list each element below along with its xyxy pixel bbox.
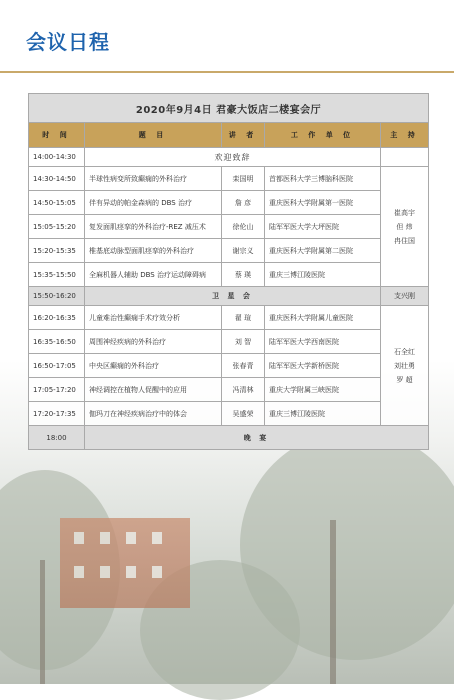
table-row [29,148,429,167]
table-row [29,167,429,191]
schedule-banner-row [29,94,429,123]
row-time: 15:35-15:50 [29,263,85,287]
host-name: 崔高宇 [394,208,415,217]
row-time: 17:05-17:20 [29,378,85,402]
row-unit: 陆军军医大学西南医院 [265,330,381,354]
row-speaker: 刘 智 [222,330,265,354]
row-time: 16:35-16:50 [29,330,85,354]
row-time: 16:20-16:35 [29,306,85,330]
row-topic: 儿童难治性癫痫手术疗效分析 [85,306,222,330]
host-group-1 [381,167,429,287]
row-time: 14:50-15:05 [29,191,85,215]
row-host: 支兴刚 [381,287,429,306]
row-topic: 晚 宴 [85,426,429,450]
row-unit: 重庆医科大学附属第一医院 [265,191,381,215]
background-tree-trunk [330,520,336,684]
row-topic: 半球性病变所致癫痫的外科治疗 [85,167,222,191]
row-time: 15:05-15:20 [29,215,85,239]
row-time: 16:50-17:05 [29,354,85,378]
row-speaker: 吴盛荣 [222,402,265,426]
row-time: 14:00-14:30 [29,148,85,167]
header-topic: 题 目 [85,123,222,148]
header-unit: 工 作 单 位 [265,123,381,148]
row-topic: 神经调控在植物人促醒中的应用 [85,378,222,402]
header-time: 时 间 [29,123,85,148]
row-time: 14:30-14:50 [29,167,85,191]
title-divider [0,71,454,73]
row-topic: 椎基底动脉型面肌痉挛的外科治疗 [85,239,222,263]
row-topic: 欢迎致辞 [85,148,381,167]
schedule-header-row [29,123,429,148]
row-time: 18:00 [29,426,85,450]
row-topic: 卫 星 会 [85,287,381,306]
row-topic: 周围神经疾病的外科治疗 [85,330,222,354]
header-speaker: 讲 者 [222,123,265,148]
row-topic: 伽玛刀在神经疾病治疗中的体会 [85,402,222,426]
row-speaker: 蔡 瑛 [222,263,265,287]
table-row-dinner [29,426,429,450]
row-time: 17:20-17:35 [29,402,85,426]
table-row [29,378,429,402]
table-row [29,215,429,239]
table-row [29,354,429,378]
row-unit: 首都医科大学三博脑科医院 [265,167,381,191]
table-row [29,330,429,354]
host-name: 刘壮勇 [394,361,415,370]
row-unit: 重庆大学附属三峡医院 [265,378,381,402]
row-time: 15:50-16:20 [29,287,85,306]
row-unit: 陆军军医大学新桥医院 [265,354,381,378]
table-row [29,306,429,330]
row-speaker: 冯清林 [222,378,265,402]
table-row [29,402,429,426]
host-name: 石全红 [394,347,415,356]
host-name: 罗 超 [396,375,413,384]
row-unit: 重庆医科大学附属第二医院 [265,239,381,263]
row-topic: 复发面肌痉挛的外科治疗-REZ 减压术 [85,215,222,239]
row-time: 15:20-15:35 [29,239,85,263]
schedule-banner: 2020年9月4日 君豪大饭店二楼宴会厅 [29,94,429,123]
row-speaker: 张春青 [222,354,265,378]
schedule-table [28,93,429,450]
row-speaker: 翟 瑄 [222,306,265,330]
row-unit: 陆军军医大学大坪医院 [265,215,381,239]
table-row [29,239,429,263]
host-name: 但 炜 [396,222,413,231]
table-row [29,263,429,287]
row-topic: 伴有异动的帕金森病的 DBS 治疗 [85,191,222,215]
row-unit: 重庆三博江陵医院 [265,263,381,287]
table-row-satellite [29,287,429,306]
row-unit: 重庆医科大学附属儿童医院 [265,306,381,330]
row-speaker: 詹 彦 [222,191,265,215]
row-host [381,148,429,167]
header-host: 主 持 [381,123,429,148]
table-row [29,191,429,215]
row-topic: 中央区癫痫的外科治疗 [85,354,222,378]
row-topic: 全麻机器人辅助 DBS 治疗运动障碍病 [85,263,222,287]
row-speaker: 栾国明 [222,167,265,191]
host-name: 冉住国 [394,236,415,245]
row-unit: 重庆三博江陵医院 [265,402,381,426]
page-title: 会议日程 [26,30,110,54]
background-tree-trunk [40,560,45,684]
host-group-2 [381,306,429,426]
row-speaker: 徐伦山 [222,215,265,239]
row-speaker: 谢宗义 [222,239,265,263]
background-building [60,518,190,608]
